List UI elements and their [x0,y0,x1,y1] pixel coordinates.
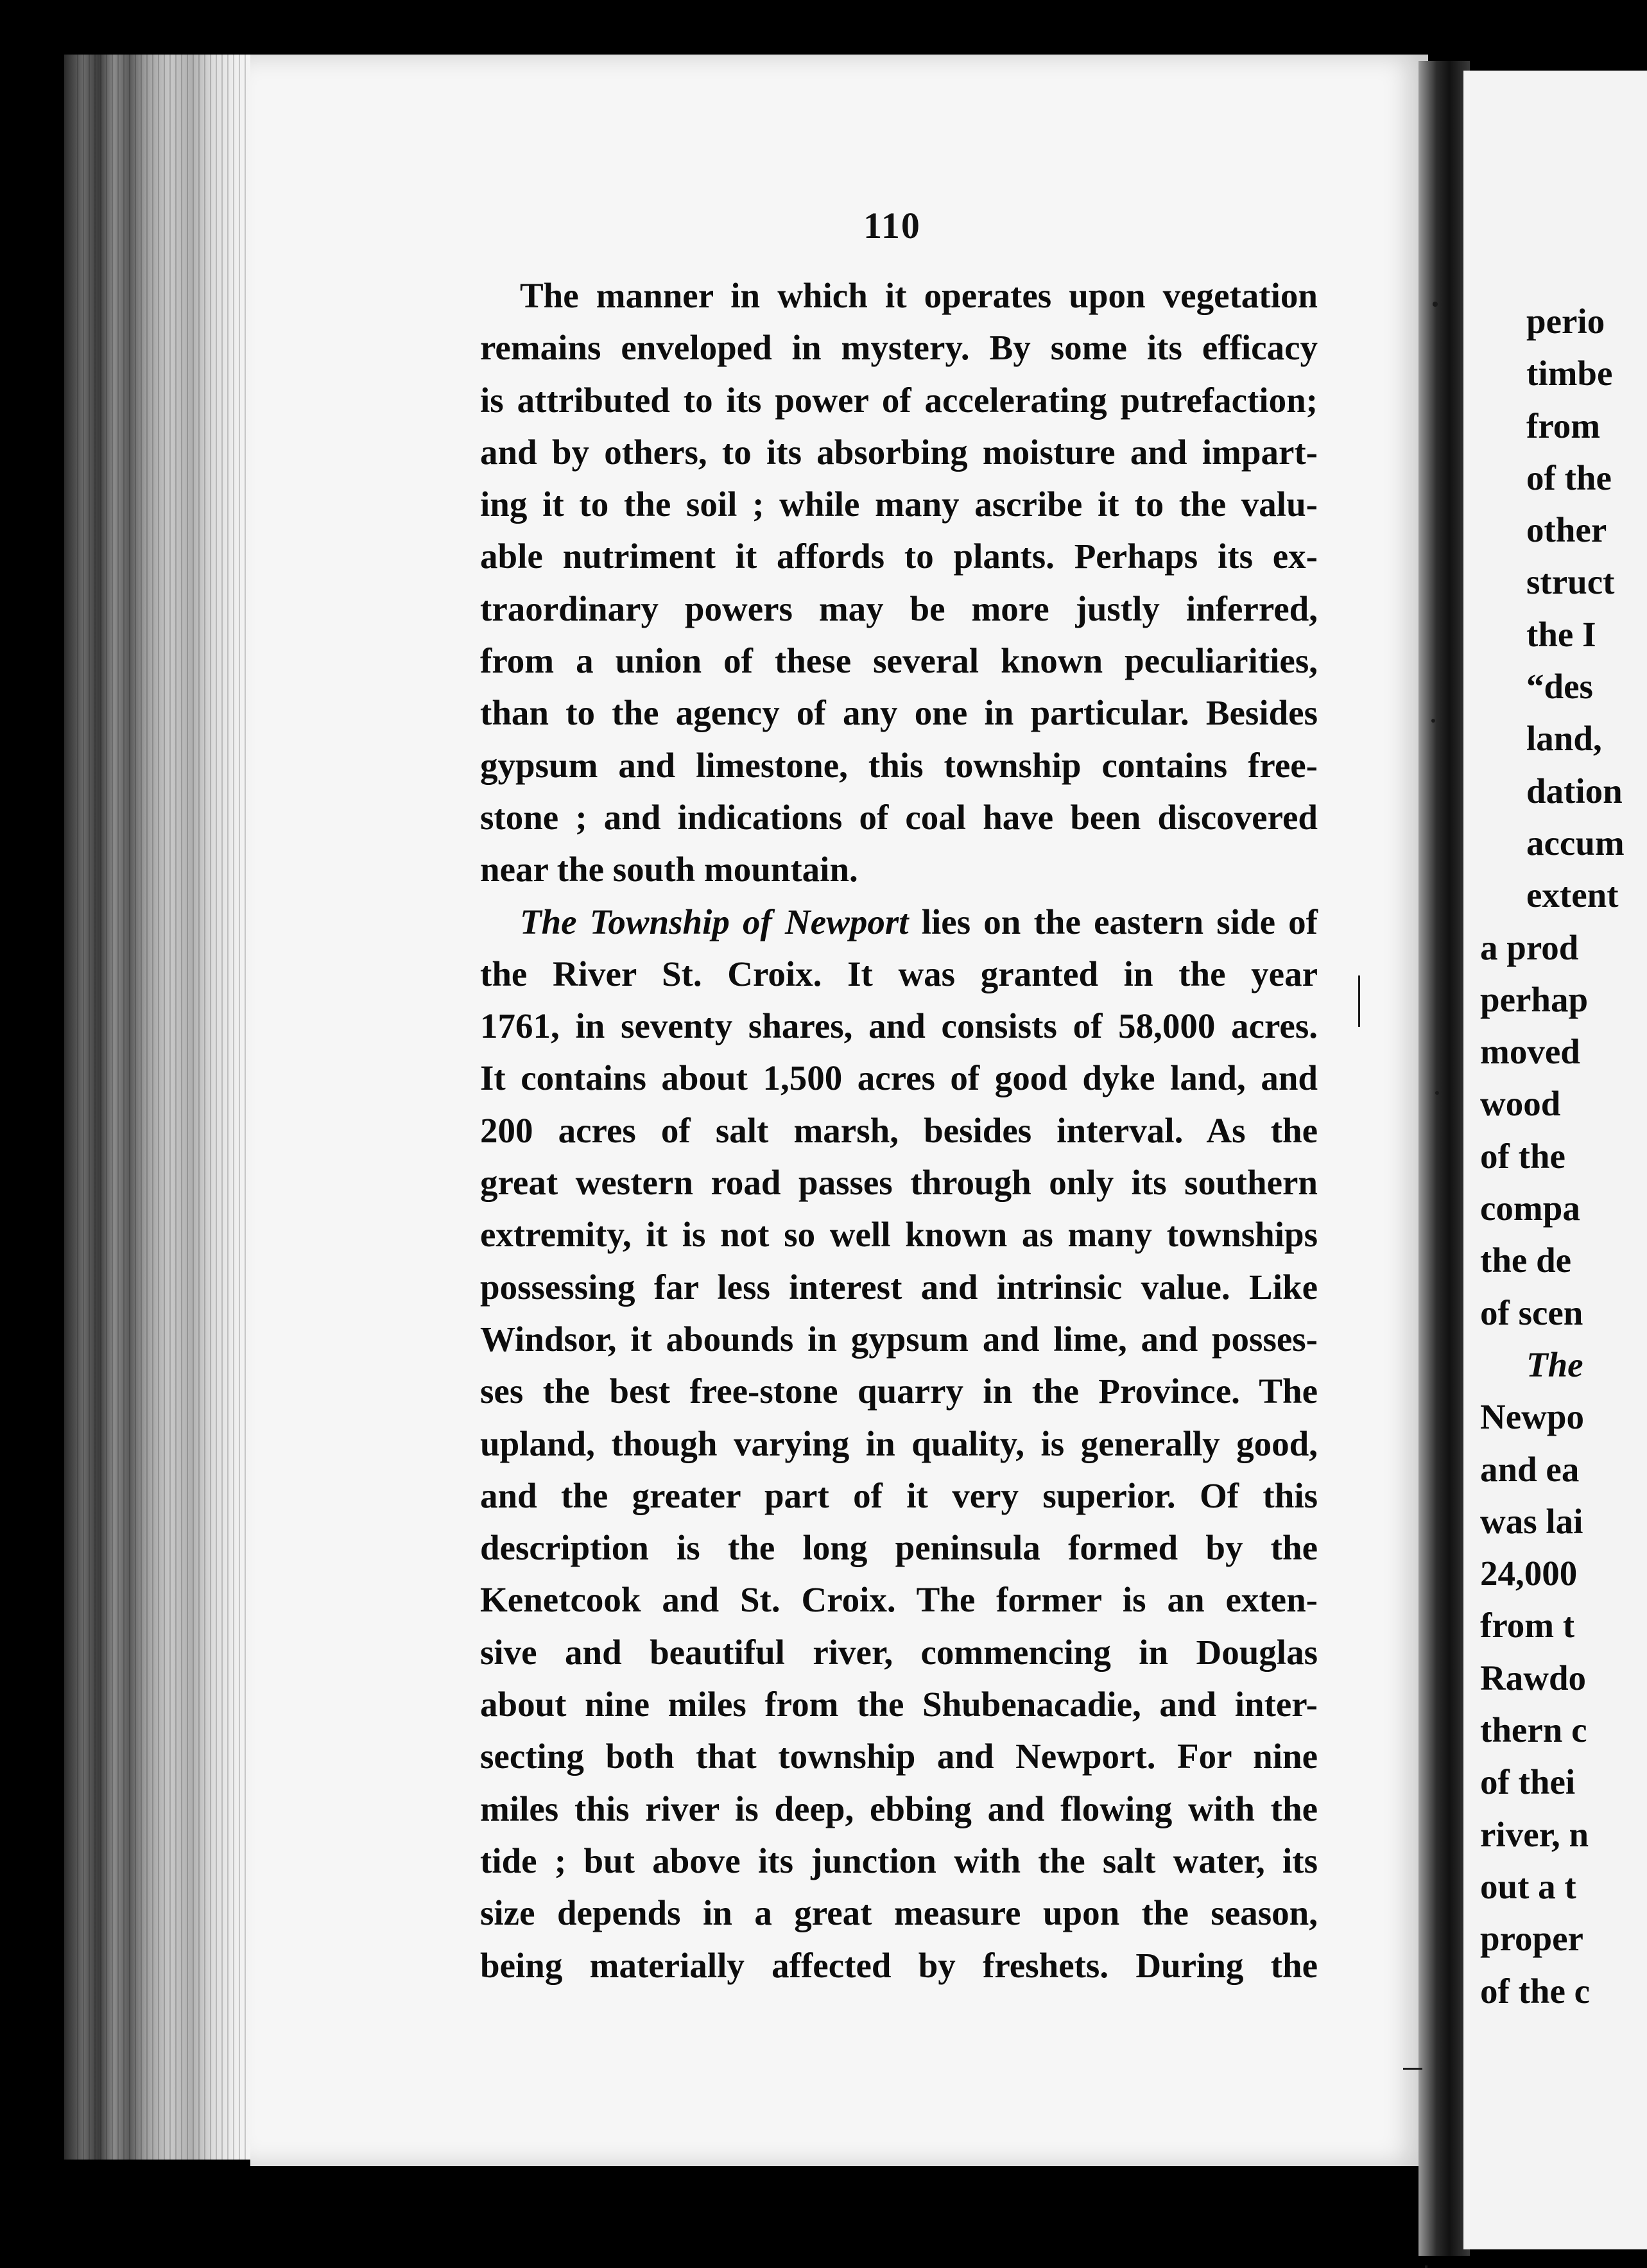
right-text-line: Rawdo [1480,1658,1587,1697]
right-text-line: other [1526,510,1607,550]
right-text-line: and ea [1480,1449,1580,1489]
right-text-line: timbe [1526,354,1613,393]
right-text-line: compa [1480,1189,1580,1228]
right-text-line: from t [1480,1606,1575,1645]
text-line: upland, though varying in quality, is generally good, [480,1423,1318,1463]
text-line: is attributed to its power of accelerating putrefaction; [480,380,1318,420]
right-text-line: a prod [1480,927,1579,967]
text-line: able nutriment it affords to plants. Perhaps its ex- [480,537,1318,576]
scan-mark [1435,1091,1439,1095]
text-line: size depends in a great measure upon the season, [480,1893,1318,1933]
text-line-rest: lies on the eastern side of [921,902,1318,941]
right-text-line: perio [1526,302,1605,341]
right-text-line: land, [1526,719,1602,759]
text-line: secting both that township and Newport. For nine [480,1737,1318,1776]
right-text-line: moved [1480,1032,1580,1072]
right-text-line: accum [1526,823,1625,863]
right-text-line: of thei [1480,1762,1576,1802]
right-text-line: “des [1526,667,1593,707]
main-text-block [480,270,1318,1991]
text-line: Windsor, it abounds in gypsum and lime, and posses- [480,1319,1318,1359]
right-text-line: from [1526,406,1601,445]
paragraph-start-line [480,896,1318,948]
text-line: sive and beautiful river, commencing in Douglas [480,1632,1318,1672]
right-italic-word: The [1526,1344,1583,1384]
text-line: The manner in which it operates upon vegetation [520,276,1318,315]
right-text-line: river, n [1480,1814,1589,1854]
text-line: description is the long peninsula formed by the [480,1528,1318,1568]
right-text-line: dation [1526,771,1623,811]
text-line: tide ; but above its junction with the salt water, its [480,1841,1318,1880]
text-line: It contains about 1,500 acres of good dyke land, and [480,1058,1318,1098]
text-line: from a union of these several known peculiarities, [480,641,1318,681]
text-line: about nine miles from the Shubenacadie, and inter- [480,1685,1318,1724]
text-line: 1761, in seventy shares, and consists of 58,000 acres. [480,1006,1318,1046]
text-line: extremity, it is not so well known as many townships [480,1215,1318,1255]
text-line: near the south mountain. [480,850,858,889]
text-line: the River St. Croix. It was granted in the year [480,954,1318,993]
right-text-line: the de [1480,1241,1572,1280]
text-line: ses the best free-stone quarry in the Province. The [480,1371,1318,1411]
right-text-line: was lai [1480,1501,1583,1541]
text-line: and by others, to its absorbing moisture and impart- [480,432,1318,472]
right-page-text [1480,295,1647,2017]
book-gutter [1418,61,1470,2256]
scan-mark [1433,302,1438,307]
page-number: 110 [863,205,921,246]
right-text-line: of the [1480,1136,1565,1176]
page-edge-lines [77,55,250,2160]
italic-heading: The Township of Newport [520,902,909,941]
text-line: being materially affected by freshets. During the [480,1945,1318,1985]
text-line: miles this river is deep, ebbing and flowing with the [480,1789,1318,1828]
text-line: traordinary powers may be more justly inferred, [480,588,1318,628]
right-text-line: extent [1526,875,1619,915]
scan-mark [1358,975,1360,1027]
right-text-line [1526,1339,1647,1391]
right-text-line: perhap [1480,979,1589,1019]
scan-mark [1403,2068,1422,2070]
text-line: remains enveloped in mystery. By some its efficacy [480,328,1318,368]
right-text-line: Newpo [1480,1397,1584,1437]
text-line: than to the agency of any one in particular. Besides [480,693,1318,733]
right-text-line: proper [1480,1919,1583,1959]
text-line: great western road passes through only its southern [480,1163,1318,1203]
text-line: and the greater part of it very superior. Of this [480,1475,1318,1515]
scan-mark [1425,2265,1427,2268]
right-text-line: the I [1526,614,1596,654]
text-line: Kenetcook and St. Croix. The former is an exten- [480,1580,1318,1620]
scan-mark [1431,719,1435,723]
text-line: gypsum and limestone, this township contains free- [480,745,1318,785]
right-text-line: of the c [1480,1971,1591,2011]
text-line: possessing far less interest and intrinsic value. Like [480,1267,1318,1307]
right-text-line: 24,000 [1480,1554,1578,1594]
right-text-line: thern c [1480,1710,1587,1750]
right-text-line: out a t [1480,1866,1576,1906]
right-text-line: of scen [1480,1293,1583,1332]
right-text-line: of the [1526,458,1612,497]
text-line: stone ; and indications of coal have been discovered [480,797,1318,837]
text-line: 200 acres of salt marsh, besides interval. As the [480,1110,1318,1150]
right-text-line: wood [1480,1084,1561,1124]
right-text-line: struct [1526,562,1615,602]
text-line: ing it to the soil ; while many ascribe it to the valu- [480,485,1318,524]
